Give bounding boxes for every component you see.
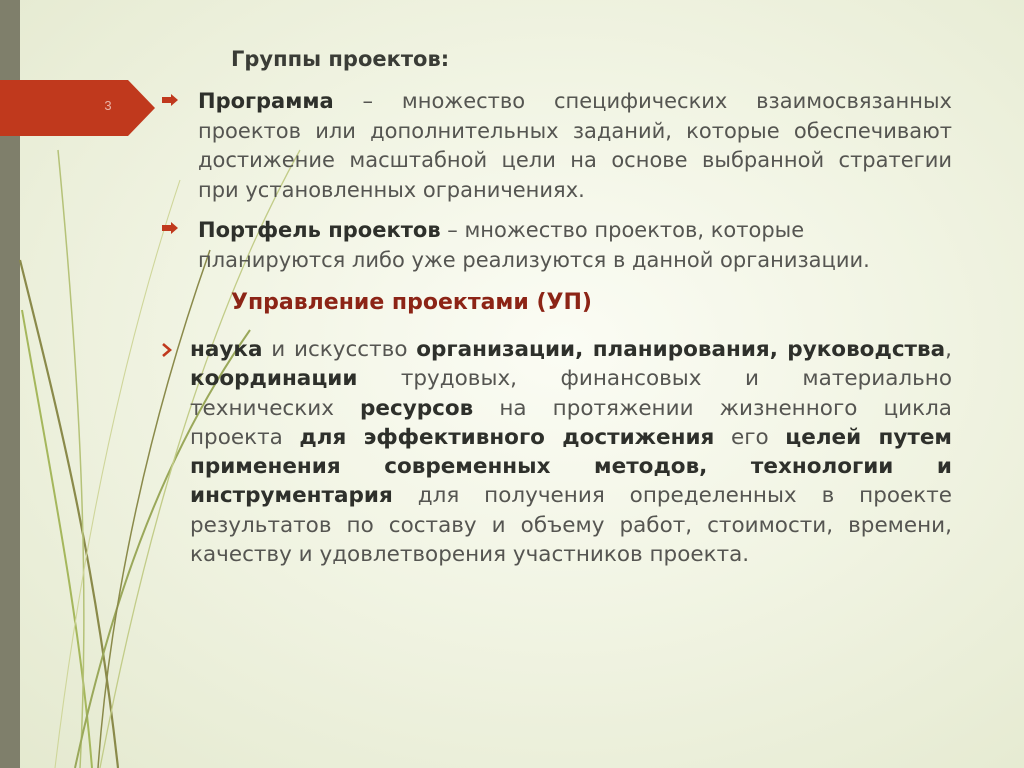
portfolio-definition	[198, 215, 952, 275]
heading-project-groups: Группы проектов:	[231, 47, 450, 71]
portfolio-text: – множество проектов, которые планируются либо уже реализуются в данной организации.	[198, 218, 870, 272]
pm-definition: наука и искусство организации, планирования, руководства, координации трудовых, финансовых и материально технических ресурсов на протяжении жизненного цикла проекта для эффективного достижения его целей путем применения современных методов, технологии и инструментария для получения определенных в проекте результатов по составу и объему работ, стоимости, времени, качеству и удовлетворения участников проекта.	[190, 337, 952, 568]
chevron-bullet-icon	[162, 343, 172, 357]
program-definition	[198, 87, 952, 205]
slide-number: 3	[104, 98, 112, 113]
heading-project-management: Управление проектами (УП)	[231, 290, 592, 315]
term-portfolio: Портфель проектов	[198, 218, 441, 242]
pm-term-science: наука	[190, 337, 263, 362]
arrow-bullet-icon	[162, 94, 178, 106]
slide-number-tab	[0, 80, 155, 136]
arrow-bullet-icon	[162, 222, 178, 234]
term-program: Программа	[198, 89, 334, 113]
program-text: – множество специфических взаимосвязанных проектов или дополнительных заданий, которые обеспечивают достижение масштабной цели на основе выбранной стратегии при установленных ограничениях.	[198, 89, 952, 202]
